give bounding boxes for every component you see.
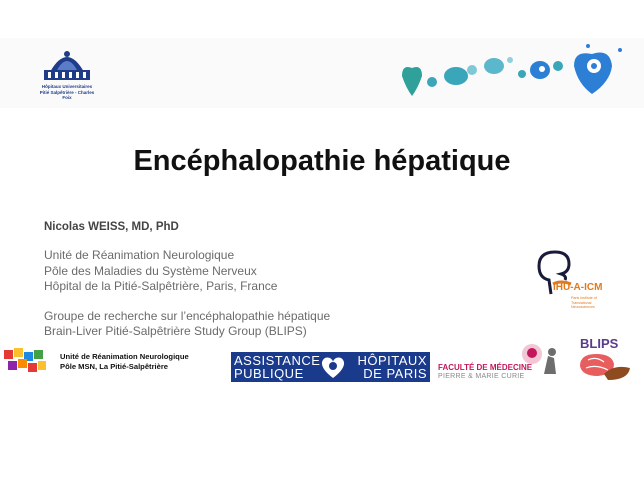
research-group-line: Brain-Liver Pitié-Salpêtrière Study Group (BLIPS) <box>44 324 307 338</box>
slide-title: Encéphalopathie hépatique <box>133 145 511 177</box>
research-group-line: Groupe de recherche sur l’encéphalopathie hépatique <box>44 309 331 323</box>
hospital-logo-line1: Hôpitaux Universitaires <box>41 84 93 89</box>
affiliation-line: Unité de Réanimation Neurologique <box>44 248 235 262</box>
aphp-word: ASSISTANCE <box>234 353 321 368</box>
hospital-building-icon <box>36 44 98 84</box>
faculty-line: FACULTÉ DE MÉDECINE <box>438 363 533 372</box>
hospital-logo <box>36 44 98 106</box>
blips-logo <box>574 336 634 382</box>
faculty-emblem-icon <box>518 340 562 376</box>
ihu-logo <box>535 250 615 310</box>
unit-line: Unité de Réanimation Neurologique <box>60 352 189 361</box>
brain-liver-icon <box>574 350 634 382</box>
affiliation-line: Hôpital de la Pitié-Salpêtrière, Paris, France <box>44 279 278 293</box>
aphp-word: PUBLIQUE <box>234 366 304 381</box>
ihu-name: IHU-A-ICM <box>553 282 603 293</box>
faculty-line: PIERRE & MARIE CURIE <box>438 373 525 380</box>
aphp-heart-icon <box>319 353 347 381</box>
ihu-subtitle: Paris Institute of Translational Neurosciences <box>571 296 597 309</box>
aphp-word: HÔPITAUX <box>357 353 427 368</box>
aphp-logo <box>231 352 430 382</box>
hospital-logo-line2: Pitié Salpêtrière - Charles Foix <box>39 90 95 100</box>
affiliation-line: Pôle des Maladies du Système Nerveux <box>44 264 257 278</box>
aphp-word: DE PARIS <box>363 366 427 381</box>
decorative-hearts-icon <box>398 40 634 104</box>
author-name: Nicolas WEISS, MD, PhD <box>44 221 179 233</box>
unit-line: Pôle MSN, La Pitié-Salpêtrière <box>60 362 169 371</box>
blips-name: BLIPS <box>580 336 619 351</box>
puzzle-pieces-icon <box>2 346 48 376</box>
